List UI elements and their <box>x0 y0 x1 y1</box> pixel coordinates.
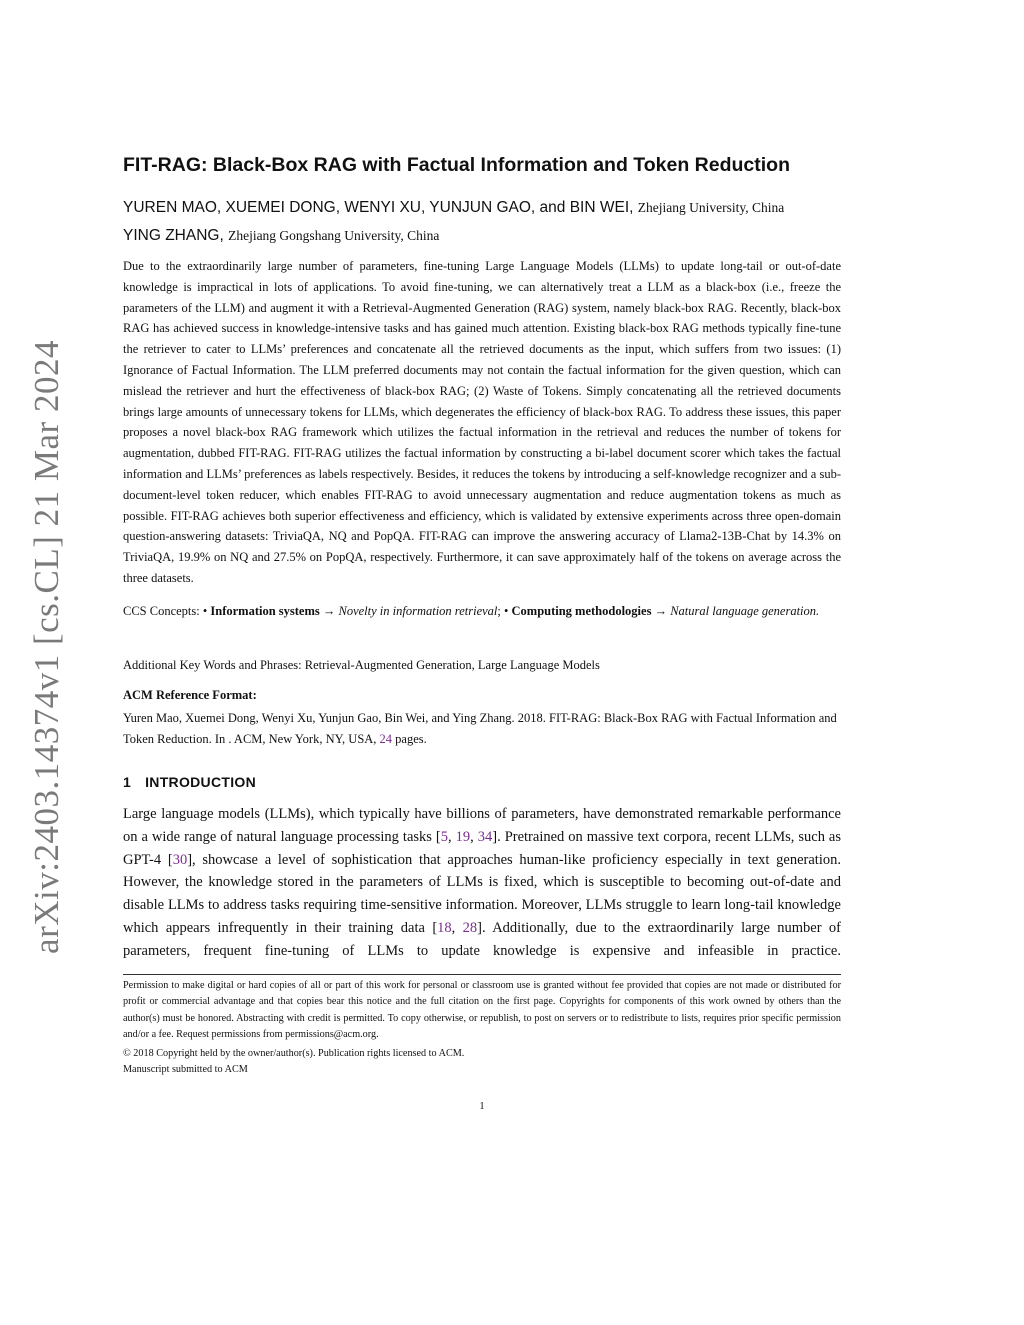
author-names-2: YING ZHANG, <box>123 227 224 244</box>
citation-separator: , <box>470 828 478 845</box>
pages-link[interactable]: 24 <box>379 732 393 746</box>
citation-30[interactable]: 30 <box>172 851 188 868</box>
citation-34[interactable]: 34 <box>477 828 493 845</box>
author-names-1: YUREN MAO, XUEMEI DONG, WENYI XU, YUNJUN GAO, and BIN WEI, <box>123 199 634 216</box>
permission-footnote: Permission to make digital or hard copies of all or part of this work for personal or classroom use is granted without fee provided that copies are not made or distributed for profit or commercial advantage and that copies bear this notice and the full citation on the first page. Copyrights for components of this work owned by others than the author(s) must be honored. Abstracting with credit is permitted. To copy otherwise, or republish, to post on servers or to redistribute to lists, requires prior specific permission and/or a fee. Request permissions from permissions@acm.org. <box>123 980 841 1041</box>
ccs-arrow-2: → <box>654 604 668 618</box>
citation-separator: , <box>451 919 463 936</box>
paper-title: FIT-RAG: Black-Box RAG with Factual Information and Token Reduction <box>123 154 790 176</box>
ccs-item-2-sub: Natural language generation. <box>670 604 820 618</box>
author-block <box>123 194 841 250</box>
citation-19[interactable]: 19 <box>455 828 471 845</box>
intro-paragraph <box>123 803 841 963</box>
ccs-item-2: Computing methodologies <box>511 604 652 618</box>
citation-28[interactable]: 28 <box>462 919 478 936</box>
ccs-separator: ; • <box>497 604 509 618</box>
intro-text-4: ]. Additionally, due to the extraordinarily large number of parameters, frequent fine-tuning of LLMs to update knowledge is expensive and infeasible in practice. <box>123 919 842 959</box>
section-heading <box>123 774 256 790</box>
page-number: 1 <box>479 1101 485 1112</box>
intro-text-2: ]. Pretrained on massive text corpora, recent LLMs, such as GPT-4 [ <box>123 828 842 868</box>
intro-text-3: ], showcase a level of sophistication that approaches human-like proficiency especially in text generation. However, the knowledge stored in the parameters of LLMs is fixed, which is susceptible to becoming out-of-date and disable LLMs to address tasks requiring time-sensitive information. Moreover, LLMs struggle to learn long-tail knowledge which appears infrequently in their training data [ <box>123 851 841 936</box>
copyright-block <box>123 1046 841 1079</box>
section-title: INTRODUCTION <box>145 774 257 790</box>
author-line-1 <box>123 194 841 222</box>
intro-text-1: Large language models (LLMs), which typically have billions of parameters, have demonstrated remarkable performance on a wide range of natural language processing tasks [ <box>123 806 841 845</box>
affiliation-1: Zhejiang University, China <box>637 200 785 215</box>
citation-18[interactable]: 18 <box>437 919 452 936</box>
footnote-divider <box>123 974 841 975</box>
ccs-item-1: Information systems <box>210 604 320 618</box>
manuscript-line: Manuscript submitted to ACM <box>123 1064 248 1076</box>
copyright-line: © 2018 Copyright held by the owner/author(s). Publication rights licensed to ACM. <box>123 1048 465 1059</box>
abstract: Due to the extraordinarily large number of parameters, fine-tuning Large Language Models (LLMs) to update long-tail or out-of-date knowledge is impractical in lots of applications. To avoid fine-tuning, we can alternatively treat a LLM as a black-box (i.e., freeze the parameters of the LLM) and augment it with a Retrieval-Augmented Generation (RAG) system, namely black-box RAG. Recently, black-box RAG has achieved success in knowledge-intensive tasks and has gained much attention. Existing black-box RAG methods typically fine-tune the retriever to cater to LLMs’ preferences and concatenate all the retrieved documents as the input, which suffers from two issues: (1) Ignorance of Factual Information. The LLM preferred documents may not contain the factual information for the given question, which can mislead the retriever and hurt the effectiveness of black-box RAG; (2) Waste of Tokens. Simply concatenating all the retrieved documents brings large amounts of unnecessary tokens for LLMs, which degenerates the efficiency of black-box RAG. To address these issues, this paper proposes a novel black-box RAG framework which utilizes the factual information in the retrieval and reduces the number of tokens for augmentation, dubbed FIT-RAG. FIT-RAG utilizes the factual information by constructing a bi-label document scorer which takes the factual information and LLMs’ preferences as labels respectively. Besides, it reduces the tokens by introducing a self-knowledge recognizer and a sub-document-level token reducer, which enables FIT-RAG to avoid unnecessary augmentation and reduce augmentation tokens as much as possible. FIT-RAG achieves both superior effectiveness and efficiency, which is validated by extensive experiments across three open-domain question-answering datasets: TriviaQA, NQ and PopQA. FIT-RAG can improve the answering accuracy of Llama2-13B-Chat by 14.3% on TriviaQA, 19.9% on NQ and 27.5% on PopQA, respectively. Furthermore, it can save approximately half of the tokens on average across the three datasets. <box>123 259 841 585</box>
ccs-item-1-sub: Novelty in information retrieval <box>338 604 498 618</box>
keywords: Additional Key Words and Phrases: Retrieval-Augmented Generation, Large Language Models <box>123 658 600 672</box>
affiliation-2: Zhejiang Gongshang University, China <box>228 228 440 243</box>
acm-reference <box>123 708 841 750</box>
section-number: 1 <box>123 774 132 790</box>
arxiv-identifier: arXiv:2403.14374v1 [cs.CL] 21 Mar 2024 <box>27 340 67 954</box>
acm-reference-text: Yuren Mao, Xuemei Dong, Wenyi Xu, Yunjun Gao, Bin Wei, and Ying Zhang. 2018. FIT-RAG: Black-Box RAG with Factual Information and Token Reduction. In . ACM, New York, NY, USA, <box>123 711 837 746</box>
arxiv-stamp <box>18 340 76 954</box>
ccs-concepts <box>123 601 841 622</box>
acm-reference-heading: ACM Reference Format: <box>123 688 257 702</box>
citation-5[interactable]: 5 <box>440 828 448 845</box>
ccs-label: CCS Concepts: • <box>123 604 208 618</box>
ccs-arrow-1: → <box>322 604 336 618</box>
citation-separator: , <box>448 828 456 845</box>
author-line-2 <box>123 222 841 250</box>
acm-reference-tail: pages. <box>395 732 427 746</box>
